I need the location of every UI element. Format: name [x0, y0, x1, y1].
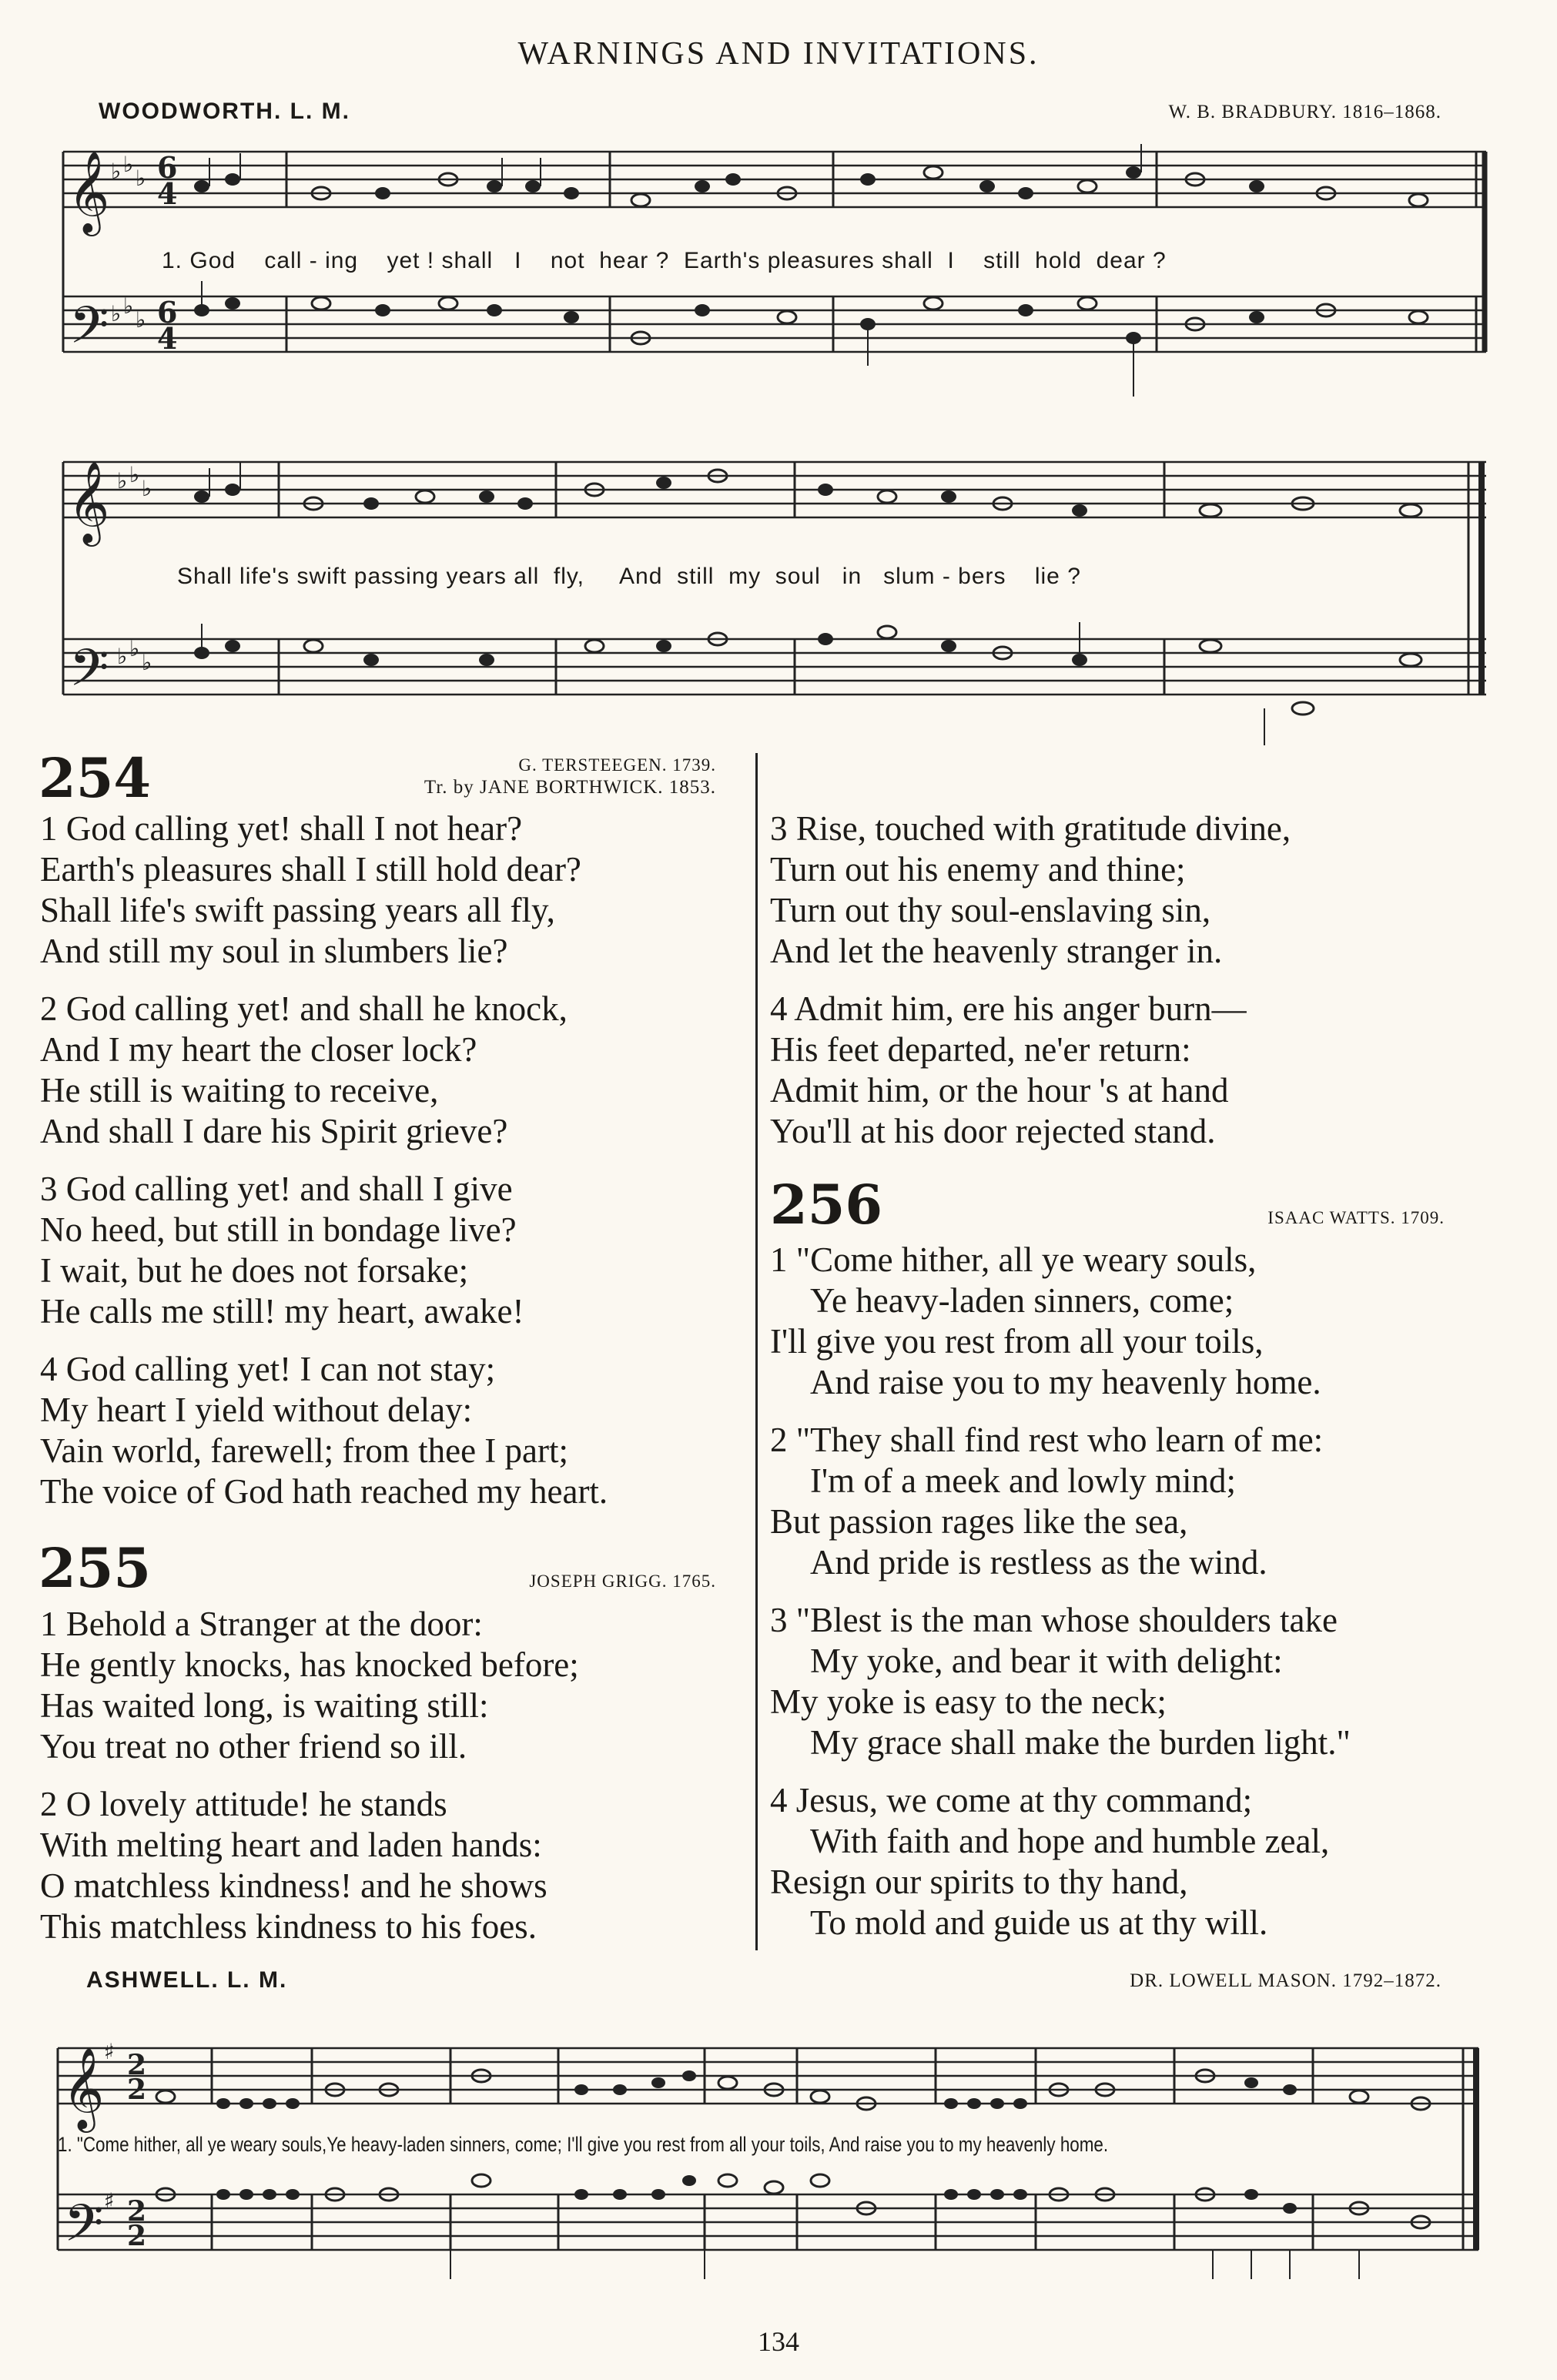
- stanza-line: And I my heart the closer lock?: [40, 1030, 477, 1069]
- stanza-line: And let the heavenly stranger in.: [770, 932, 1223, 970]
- tune-composer-ashwell: DR. LOWELL MASON. 1792–1872.: [1130, 1970, 1441, 1991]
- hymn-256-stanza-4: [770, 1780, 1540, 1943]
- hymn-254-stanza-2: [40, 989, 756, 1152]
- stanza-line: You treat no other friend so ill.: [40, 1727, 467, 1766]
- stanza-line: Shall life's swift passing years all fly,: [40, 891, 555, 929]
- stanza-line: I wait, but he does not forsake;: [40, 1251, 469, 1290]
- stanza-line: 1 "Come hither, all ye weary souls,: [770, 1240, 1257, 1279]
- stanza-line: This matchless kindness to his foes.: [40, 1907, 537, 1946]
- tune-name-woodworth: WOODWORTH. L. M.: [99, 99, 350, 124]
- stanza-line: And shall I dare his Spirit grieve?: [40, 1112, 508, 1150]
- stanza-line: No heed, but still in bondage live?: [40, 1210, 517, 1249]
- music-score-ashwell: [50, 2002, 1484, 2325]
- stanza-line: I'll give you rest from all your toils,: [770, 1322, 1264, 1361]
- hymn-254-stanza-1: [40, 808, 756, 972]
- stanza-line: With faith and hope and humble zeal,: [810, 1822, 1330, 1860]
- lyrics-woodworth-line-1: 1. God call - ing yet ! shall I not hear ? Earth's pleasures shall I still hold dear ?: [162, 248, 1167, 273]
- stanza-line: Turn out his enemy and thine;: [770, 850, 1186, 889]
- stanza-line: With melting heart and laden hands:: [40, 1826, 542, 1864]
- svg-text:♭: ♭: [136, 307, 146, 333]
- stanza-line: But passion rages like the sea,: [770, 1502, 1188, 1541]
- stanza-line: 4 Jesus, we come at thy command;: [770, 1781, 1253, 1819]
- hymn-255-author: JOSEPH GRIGG. 1765.: [529, 1572, 716, 1591]
- hymn-254-credit: [254, 755, 716, 799]
- svg-text:𝄞: 𝄞: [62, 2047, 105, 2129]
- stanza-line: 2 "They shall find rest who learn of me:: [770, 1421, 1324, 1459]
- hymn-254-text: [40, 808, 756, 1529]
- tune-name-ashwell: ASHWELL. L. M.: [86, 1967, 288, 1993]
- stanza-line: My heart I yield without delay:: [40, 1391, 473, 1429]
- stanza-line: Admit him, or the hour 's at hand: [770, 1071, 1229, 1110]
- svg-text:♭: ♭: [142, 476, 152, 501]
- svg-text:4: 4: [157, 321, 178, 356]
- svg-text:𝄢: 𝄢: [69, 638, 109, 710]
- hymn-256-stanza-2: [770, 1420, 1540, 1583]
- stanza-line: 1 God calling yet! shall I not hear?: [40, 809, 523, 848]
- stanza-line: And raise you to my heavenly home.: [810, 1363, 1321, 1401]
- stanza-line: 3 Rise, touched with gratitude divine,: [770, 809, 1291, 848]
- svg-text:4: 4: [157, 176, 178, 211]
- stanza-line: 3 "Blest is the man whose shoulders take: [770, 1601, 1338, 1639]
- stanza-line: 4 Admit him, ere his anger burn—: [770, 989, 1247, 1028]
- hymn-255-stanza-1: [40, 1604, 756, 1767]
- stanza-line: He gently knocks, has knocked before;: [40, 1645, 579, 1684]
- svg-text:𝄢: 𝄢: [64, 2194, 104, 2265]
- tune-composer-woodworth: W. B. BRADBURY. 1816–1868.: [1168, 102, 1441, 122]
- hymn-256-stanza-3: [770, 1600, 1540, 1763]
- stanza-line: And pride is restless as the wind.: [810, 1543, 1267, 1582]
- stanza-line: Ye heavy-laden sinners, come;: [810, 1281, 1234, 1320]
- stanza-line: My yoke is easy to the neck;: [770, 1682, 1167, 1721]
- hymn-255-stanza-3: [770, 808, 1540, 972]
- stanza-line: I'm of a meek and lowly mind;: [810, 1461, 1236, 1500]
- hymn-254-stanza-4: [40, 1349, 756, 1512]
- svg-text:♭: ♭: [142, 650, 152, 675]
- svg-text:♭: ♭: [111, 159, 122, 184]
- svg-text:♭: ♭: [111, 301, 122, 326]
- stanza-line: Vain world, farewell; from thee I part;: [40, 1431, 568, 1470]
- hymn-number-255: 255: [39, 1536, 152, 1600]
- hymn-254-translator: Tr. by JANE BORTHWICK. 1853.: [424, 776, 716, 798]
- music-score-woodworth-system-1: [55, 135, 1494, 420]
- svg-text:2: 2: [127, 2195, 147, 2228]
- hymn-254-author: G. TERSTEEGEN. 1739.: [518, 755, 716, 775]
- svg-text:𝄞: 𝄞: [68, 460, 110, 543]
- hymn-256-author: ISAAC WATTS. 1709.: [1267, 1208, 1445, 1227]
- lyrics-woodworth-line-2: Shall life's swift passing years all fly, And still my soul in slum - bers lie ?: [177, 564, 1081, 589]
- stanza-line: Has waited long, is waiting still:: [40, 1686, 489, 1725]
- svg-text:♭: ♭: [117, 468, 128, 494]
- lyrics-ashwell-line-1: 1. "Come hither, all ye weary souls,Ye heavy-laden sinners, come; I'll give you rest from all your toils, And raise you to my heavenly home.: [58, 2133, 1109, 2156]
- hymn-255-text-right: [770, 808, 1540, 1169]
- stanza-line: Turn out thy soul-enslaving sin,: [770, 891, 1211, 929]
- stanza-line: 2 O lovely attitude! he stands: [40, 1785, 447, 1823]
- stanza-line: My yoke, and bear it with delight:: [810, 1642, 1283, 1680]
- hymn-255-stanza-2: [40, 1784, 756, 1947]
- stanza-line: O matchless kindness! and he shows: [40, 1866, 547, 1905]
- hymn-256-stanza-1: [770, 1240, 1540, 1403]
- hymn-255-text-left: [40, 1604, 756, 1964]
- stanza-line: You'll at his door rejected stand.: [770, 1112, 1216, 1150]
- svg-text:♭: ♭: [129, 636, 140, 661]
- svg-text:♯: ♯: [104, 2039, 115, 2064]
- stanza-line: 4 God calling yet! I can not stay;: [40, 1350, 496, 1388]
- svg-text:2: 2: [127, 2049, 147, 2081]
- stanza-line: And still my soul in slumbers lie?: [40, 932, 508, 970]
- hymn-number-256: 256: [770, 1173, 883, 1237]
- svg-text:♭: ♭: [123, 152, 134, 177]
- hymn-number-254: 254: [39, 746, 152, 810]
- stanza-line: Resign our spirits to thy hand,: [770, 1863, 1188, 1901]
- stanza-line: To mold and guide us at thy will.: [810, 1903, 1268, 1942]
- svg-text:♭: ♭: [123, 293, 134, 319]
- page-number: 134: [758, 2326, 799, 2357]
- hymn-254-stanza-3: [40, 1169, 756, 1332]
- music-score-woodworth-system-2: [55, 439, 1494, 747]
- stanza-line: 1 Behold a Stranger at the door:: [40, 1605, 483, 1643]
- stanza-line: Earth's pleasures shall I still hold dear?: [40, 850, 581, 889]
- section-title: WARNINGS AND INVITATIONS.: [517, 36, 1040, 72]
- stanza-line: The voice of God hath reached my heart.: [40, 1472, 608, 1511]
- svg-text:2: 2: [127, 2220, 147, 2252]
- svg-text:𝄢: 𝄢: [69, 296, 109, 367]
- stanza-line: 2 God calling yet! and shall he knock,: [40, 989, 568, 1028]
- svg-text:♯: ♯: [104, 2188, 115, 2214]
- svg-text:6: 6: [157, 150, 178, 185]
- stanza-line: He still is waiting to receive,: [40, 1071, 439, 1110]
- svg-text:♭: ♭: [117, 644, 128, 669]
- hymn-255-stanza-4: [770, 989, 1540, 1152]
- svg-text:♭: ♭: [129, 462, 140, 487]
- svg-text:𝄞: 𝄞: [68, 150, 110, 233]
- stanza-line: 3 God calling yet! and shall I give: [40, 1170, 513, 1208]
- svg-text:6: 6: [157, 295, 178, 330]
- stanza-line: My grace shall make the burden light.": [810, 1723, 1351, 1762]
- stanza-line: His feet departed, ne'er return:: [770, 1030, 1191, 1069]
- stanza-line: He calls me still! my heart, awake!: [40, 1292, 524, 1331]
- svg-text:2: 2: [127, 2074, 147, 2106]
- hymn-256-text: [770, 1240, 1540, 1960]
- svg-text:♭: ♭: [136, 166, 146, 191]
